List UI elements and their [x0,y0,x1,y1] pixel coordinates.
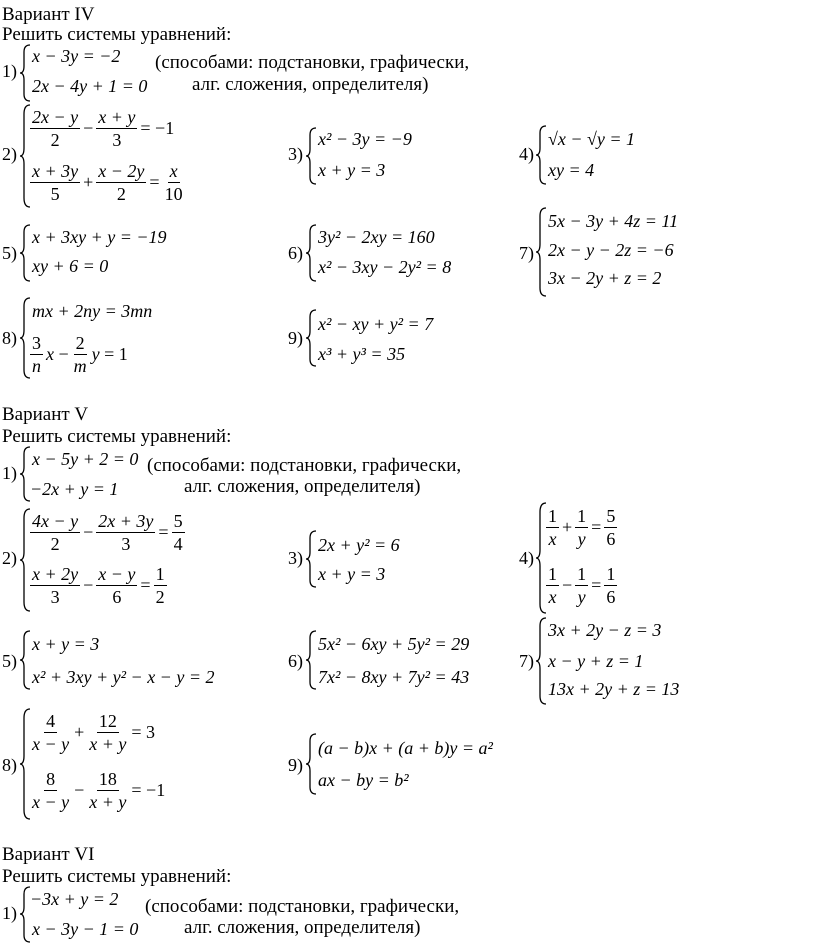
brace-icon [20,224,32,282]
equation: −3x + y = 2 [30,889,119,909]
system-label: 7) [519,243,534,263]
variant-subtitle: Решить системы уравнений: [2,426,232,447]
variant-title: Вариант V [2,404,89,425]
equation: ax − by = b² [318,770,409,790]
brace-icon [536,617,548,705]
equation: x − 3y − 1 = 0 [32,919,139,939]
brace-icon [306,630,318,690]
system-label: 4) [519,144,534,164]
system-label: 1) [2,903,17,923]
equation: 5x − 3y + 4z = 11 [548,211,679,231]
variant-title: Вариант IV [2,4,95,25]
equation: 2x + y² = 6 [318,535,400,555]
equation: $\frac{1}{x}$ + $\frac{1}{y}$ = $\frac{5}{6}$ [548,506,616,549]
system-label: 2) [2,548,17,568]
variant-subtitle: Решить системы уравнений: [2,24,232,45]
equation: 7x² − 8xy + 7y² = 43 [318,667,470,687]
system-label: 9) [288,328,303,348]
system-label: 5) [2,651,17,671]
methods-note: (способами: подстановки, графически, [147,455,462,476]
system-label: 4) [519,548,534,568]
equation: x² − xy + y² = 7 [318,314,434,334]
system-label: 1) [2,463,17,483]
brace-icon [306,309,318,367]
brace-icon [536,125,548,185]
system-label: 3) [288,548,303,568]
equation: x + y = 3 [32,634,100,654]
equation: x³ + y³ = 35 [318,344,406,364]
system-label: 7) [519,651,534,671]
methods-note: алг. сложения, определителя) [192,74,429,95]
methods-note: алг. сложения, определителя) [184,476,421,497]
equation: 5x² − 6xy + 5y² = 29 [318,634,470,654]
equation: $\frac{4x - y}{2}$ − $\frac{2x + 3y}{3}$ = $\frac{5}{4}$ [32,511,183,554]
equation: 2x − y − 2z = −6 [548,240,674,260]
brace-icon [306,224,318,282]
equation: 3x + 2y − z = 3 [548,620,662,640]
equation: (a − b)x + (a + b)y = a² [318,738,493,758]
system-label: 1) [2,61,17,81]
methods-note: алг. сложения, определителя) [184,917,421,938]
system-label: 8) [2,755,17,775]
equation: 3y² − 2xy = 160 [318,227,435,247]
brace-icon [20,630,32,690]
variant-subtitle: Решить системы уравнений: [2,866,232,887]
variant-title: Вариант VI [2,844,95,865]
system-label: 2) [2,144,17,164]
equation: x² − 3y = −9 [318,129,412,149]
equation: $\frac{1}{x}$ − $\frac{1}{y}$ = $\frac{1}{6}$ [548,564,616,607]
equation: $\frac{3}{n}$ x − $\frac{2}{m}$ y = 1 [32,333,128,376]
equation: x + y = 3 [318,160,386,180]
equation: x² + 3xy + y² − x − y = 2 [32,667,215,687]
equation: x² − 3xy − 2y² = 8 [318,257,452,277]
system-label: 8) [2,328,17,348]
system-label: 6) [288,651,303,671]
equation: −2x + y = 1 [30,479,119,499]
equation: 2x − 4y + 1 = 0 [32,76,148,96]
equation: √x − √y = 1 [548,129,636,149]
equation: 13x + 2y + z = 13 [548,679,680,699]
system-label: 3) [288,144,303,164]
equation: x − 5y + 2 = 0 [32,449,139,469]
brace-icon [306,733,318,795]
equation: $\frac{2x - y}{2}$ − $\frac{x + y}{3}$ = −1 [32,107,175,150]
equation: $\frac{x + 3y}{5}$ + $\frac{x - 2y}{2}$ = $\frac{x}{10}$ [32,161,183,204]
equation: xy + 6 = 0 [32,256,109,276]
brace-icon [536,207,548,297]
equation: xy = 4 [548,160,595,180]
equation: $\frac{x + 2y}{3}$ − $\frac{x - y}{6}$ = $\frac{1}{2}$ [32,564,165,607]
equation: 3x − 2y + z = 2 [548,268,662,288]
equation: x − 3y = −2 [32,46,121,66]
equation: $\frac{8}{x - y}$ − $\frac{18}{x + y}$ = −1 [32,769,166,812]
brace-icon [306,127,318,185]
system-label: 5) [2,243,17,263]
system-label: 9) [288,755,303,775]
methods-note: (способами: подстановки, графически, [155,52,470,73]
brace-icon [20,44,32,102]
brace-icon [306,530,318,588]
equation: $\frac{4}{x - y}$ + $\frac{12}{x + y}$ = 3 [32,711,156,754]
system-label: 6) [288,243,303,263]
equation: x + 3xy + y = −19 [32,227,167,247]
equation: x + y = 3 [318,564,386,584]
equation: mx + 2ny = 3mn [32,301,153,321]
equation: x − y + z = 1 [548,651,644,671]
methods-note: (способами: подстановки, графически, [145,896,460,917]
